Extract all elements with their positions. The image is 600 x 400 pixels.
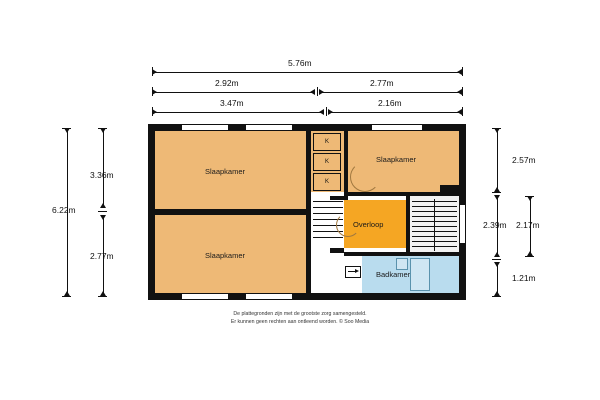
room-label-slaapkamer-1: Slaapkamer xyxy=(205,167,246,176)
dim-arrow xyxy=(457,89,462,95)
dim-arrow xyxy=(64,128,70,133)
closet-label: K xyxy=(324,139,329,145)
dim-arrow xyxy=(494,187,500,192)
bathroom-fixture-1 xyxy=(410,258,430,291)
closet-3 xyxy=(313,173,341,191)
wall-interior-horizontal-left xyxy=(155,209,310,215)
window-right-side xyxy=(459,205,466,243)
dim-label-top-inner-left: 3.47m xyxy=(220,98,244,108)
dim-arrow xyxy=(100,203,106,208)
room-label-slaapkamer-3: Slaapkamer xyxy=(376,155,417,164)
dim-label-top-mid-left: 2.92m xyxy=(215,78,239,88)
door-badkamer xyxy=(345,266,361,278)
dim-tick xyxy=(492,259,501,260)
closet-label: K xyxy=(324,159,329,165)
dim-label-top-inner-right: 2.16m xyxy=(378,98,402,108)
dim-label-right-bottom: 1.21m xyxy=(512,273,536,283)
door-arc-slaapkamer-3 xyxy=(350,162,380,192)
dim-arrow xyxy=(494,195,500,200)
dim-line-top-inner-left xyxy=(152,112,324,113)
closet-1 xyxy=(313,133,341,151)
dim-tick xyxy=(525,256,534,257)
dim-tick xyxy=(62,296,71,297)
dim-arrow xyxy=(328,109,333,115)
dim-tick xyxy=(317,87,318,96)
room-label-slaapkamer-2: Slaapkamer xyxy=(205,251,246,260)
wall-left xyxy=(148,124,155,300)
window-top-left xyxy=(182,124,228,131)
dim-tick xyxy=(492,296,501,297)
dim-line-right-top xyxy=(497,128,498,192)
dim-arrow xyxy=(100,291,106,296)
dim-label-left-inner-top: 3.36m xyxy=(90,170,114,180)
dim-label-right-mid-outer: 2.17m xyxy=(516,220,540,230)
dim-arrow xyxy=(527,196,533,201)
dim-label-right-top: 2.57m xyxy=(512,155,536,165)
dim-arrow xyxy=(319,109,324,115)
dim-arrow xyxy=(152,89,157,95)
dim-line-top-outer xyxy=(152,72,462,73)
window-top-center xyxy=(246,124,292,131)
dim-tick xyxy=(462,87,463,96)
wall-interior-vertical-right xyxy=(344,131,348,200)
dim-arrow xyxy=(152,109,157,115)
dim-label-left-outer: 6.22m xyxy=(52,205,76,215)
dim-arrow xyxy=(494,128,500,133)
window-top-right xyxy=(372,124,422,131)
closet-2 xyxy=(313,153,341,171)
dim-line-top-mid-right xyxy=(319,92,462,93)
window-bottom-center xyxy=(246,293,292,300)
dim-arrow xyxy=(64,291,70,296)
wall-stub-landing-bottom xyxy=(330,248,344,253)
dim-line-top-inner-right xyxy=(328,112,462,113)
dim-arrow xyxy=(152,69,157,75)
dim-tick xyxy=(98,296,107,297)
dim-arrow xyxy=(457,69,462,75)
dim-arrow xyxy=(100,215,106,220)
dim-arrow xyxy=(527,251,533,256)
dim-tick xyxy=(98,211,107,212)
window-bottom-left xyxy=(182,293,228,300)
dim-tick xyxy=(462,67,463,76)
dim-arrow xyxy=(100,128,106,133)
dim-arrow xyxy=(310,89,315,95)
dim-arrow xyxy=(457,109,462,115)
dim-label-top-mid-right: 2.77m xyxy=(370,78,394,88)
dim-label-left-inner-bottom: 2.77m xyxy=(90,251,114,261)
dim-arrow xyxy=(494,262,500,267)
room-label-overloop: Overloop xyxy=(353,220,384,229)
dim-line-top-mid-left xyxy=(152,92,315,93)
wall-stub-right-upper xyxy=(440,185,459,193)
room-label-badkamer: Badkamer xyxy=(376,270,411,279)
wall-interior-bath-left xyxy=(406,196,410,256)
wall-interior-vertical-center xyxy=(306,131,311,293)
dim-tick xyxy=(462,107,463,116)
dim-label-right-mid: 2.39m xyxy=(483,220,507,230)
dim-arrow xyxy=(319,89,324,95)
dim-arrow xyxy=(494,252,500,257)
staircase xyxy=(412,197,457,253)
bathroom-fixture-2 xyxy=(396,258,408,270)
dim-line-left-inner-top xyxy=(103,128,104,208)
dim-tick xyxy=(492,192,501,193)
closet-label: K xyxy=(324,179,329,185)
footer-disclaimer-line2: Er kunnen geen rechten aan ontleend worden. © Soo Media xyxy=(230,319,370,325)
dim-arrow xyxy=(494,291,500,296)
footer-disclaimer-line1: De plattegronden zijn met de grootste zorg samengesteld. xyxy=(233,311,367,317)
dim-label-top-outer: 5.76m xyxy=(288,58,312,68)
dim-tick xyxy=(326,107,327,116)
